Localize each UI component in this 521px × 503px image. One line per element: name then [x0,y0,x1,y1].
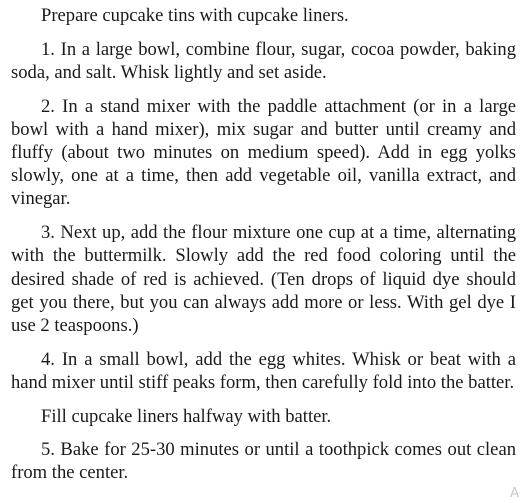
paragraph-prepare-tins: Prepare cupcake tins with cupcake liners. [41,5,349,26]
paragraph-step-1: 1. In a large bowl, combine flour, sugar, cocoa powder, baking soda, and salt. Whisk lightly and set aside. [11,38,516,83]
recipe-instructions [11,4,516,495]
paragraph-step-3: 3. Next up, add the flour mixture one cup at a time, alternating with the buttermilk. Slowly add the red food coloring until the desired shade of red is achieved. (Ten drops of liquid dye should get you there, but you can always add more or less. With gel dye I use 2 teaspoons.) [11,222,516,336]
paragraph-fill-liners: Fill cupcake liners halfway with batter. [41,405,332,427]
paragraph-step-2: 2. In a stand mixer with the paddle attachment (or in a large bowl with a hand mixer), mix sugar and butter until creamy and fluffy (about two minutes on medium speed). Add in egg yolks slowly, one at a time, then add vegetable oil, vanilla extract, and vinegar. [11,95,516,210]
paragraph-step-4: 4. In a small bowl, add the egg whites. Whisk or beat with a hand mixer until stiff peaks form, then carefully fold into the batter. [11,348,516,393]
paragraph-step-5: 5. Bake for 25-30 minutes or until a toothpick comes out clean from the center. [11,439,516,484]
corner-mark: A [510,486,519,501]
